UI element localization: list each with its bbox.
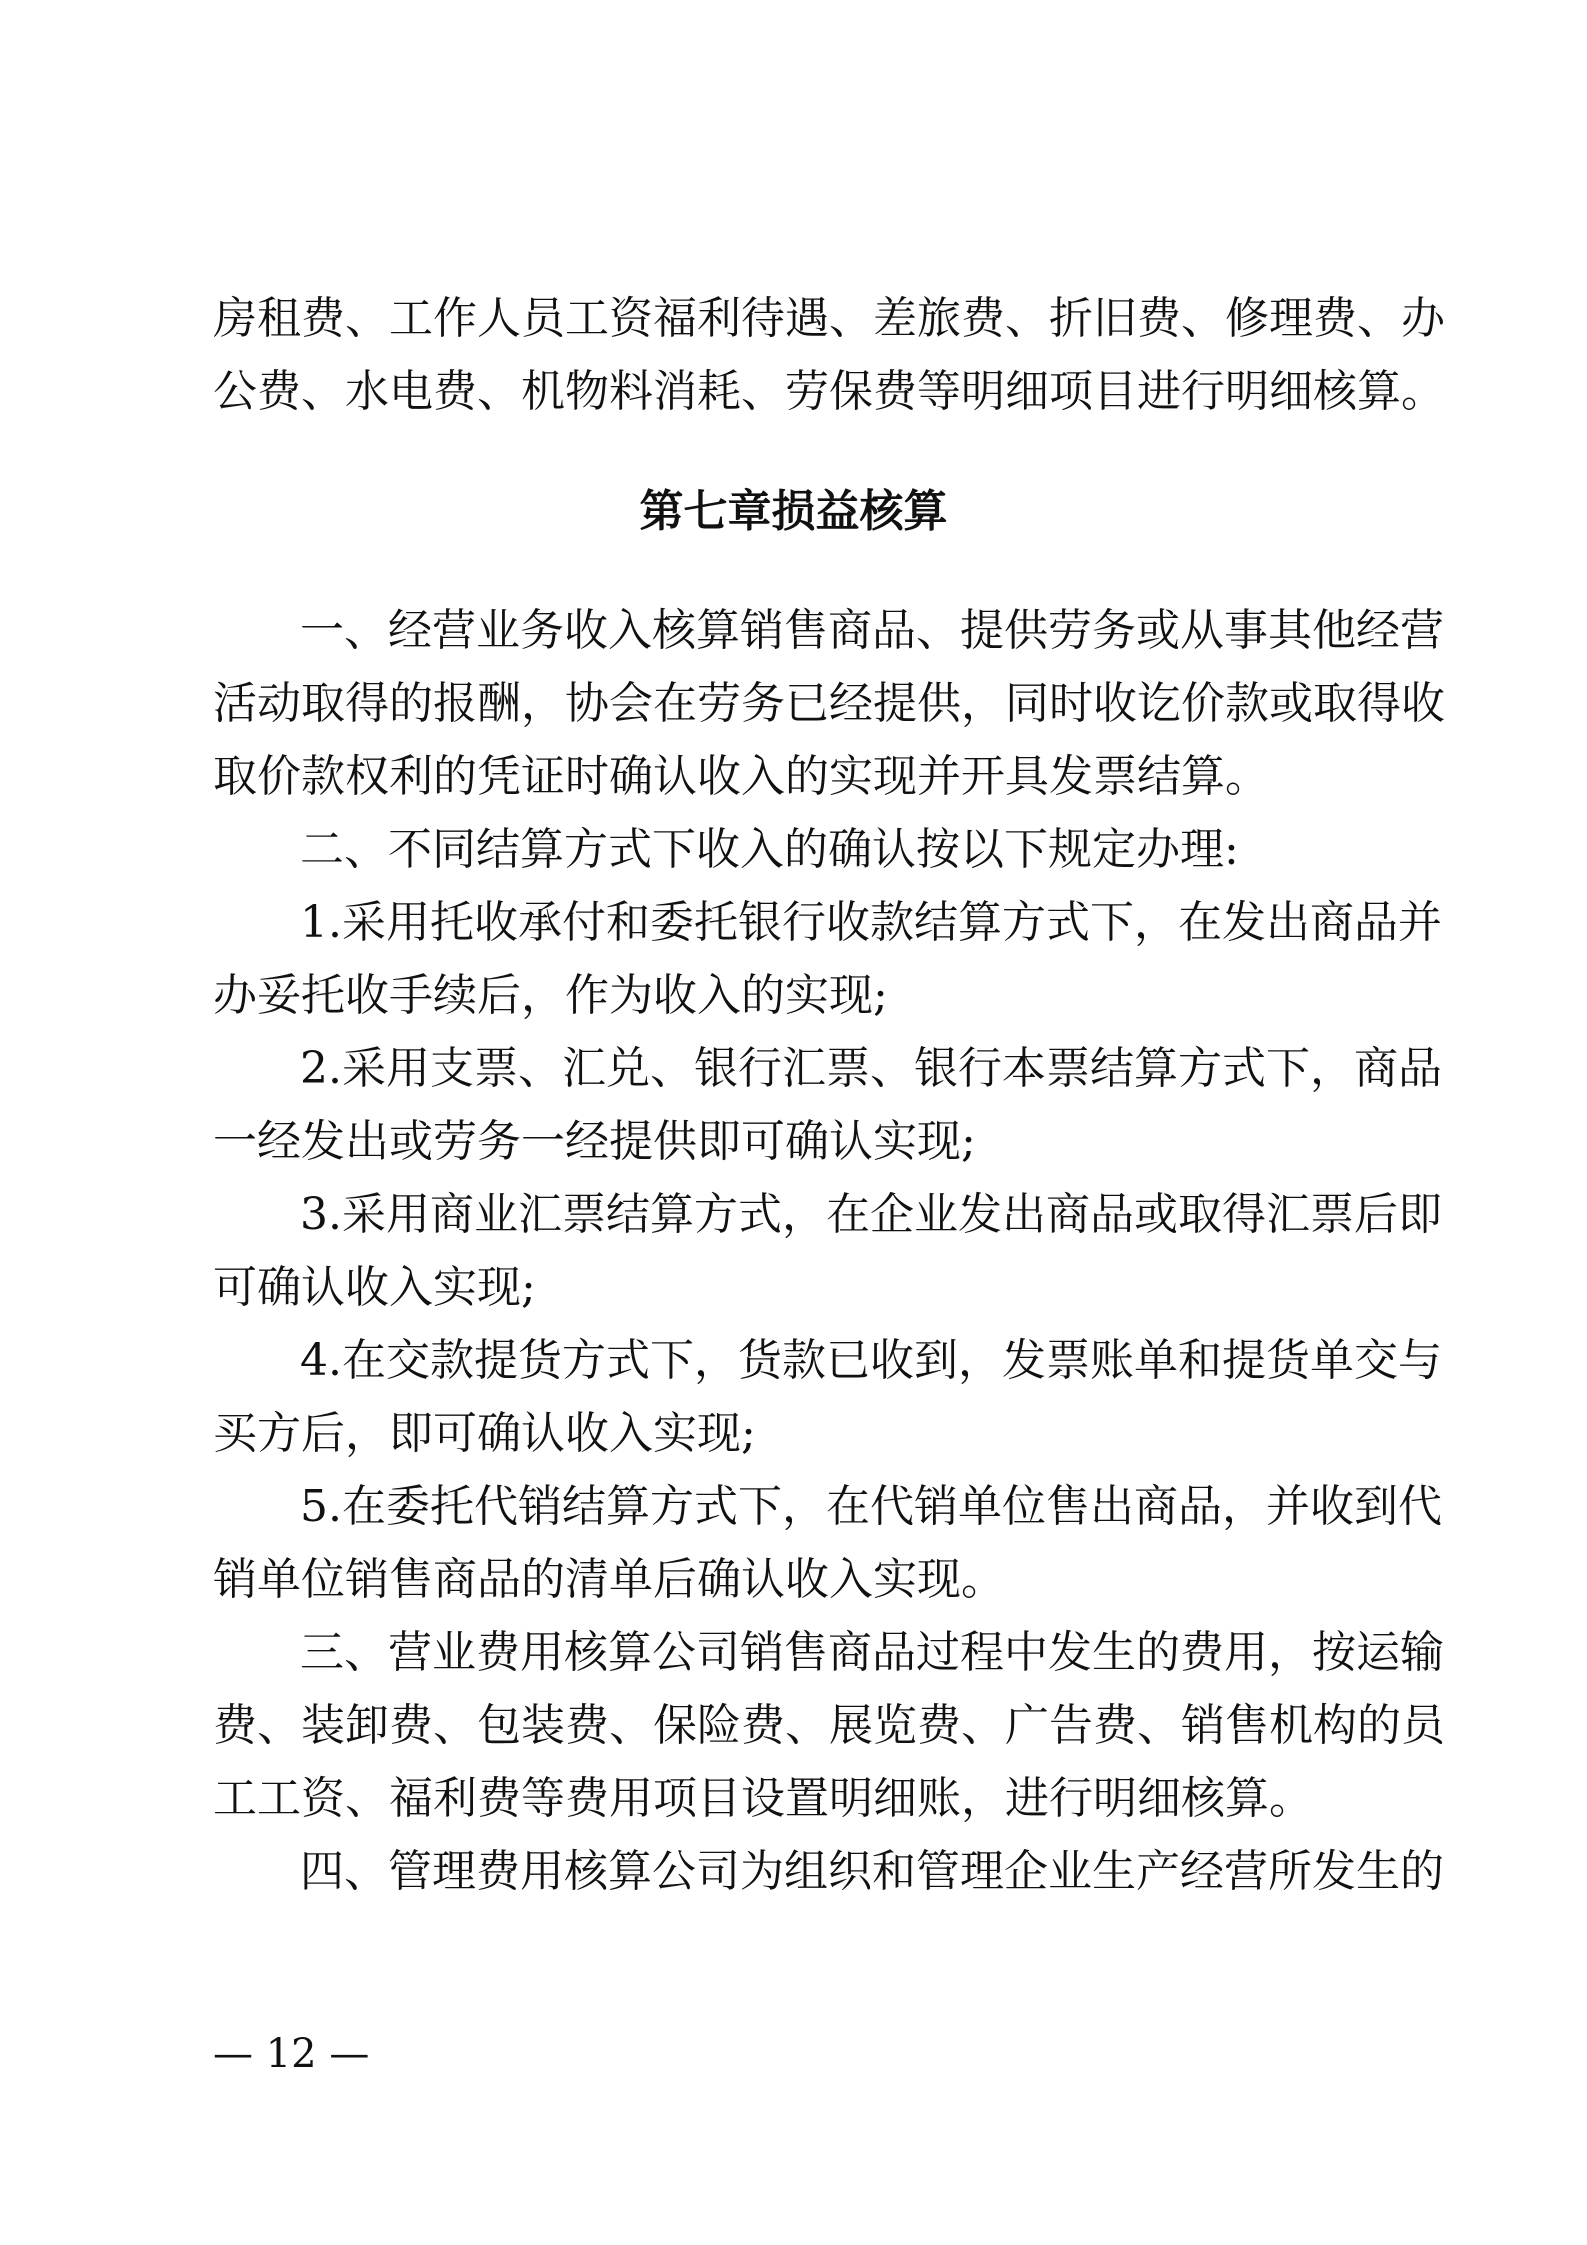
body-line-16: 费、装卸费、包装费、保险费、展览费、广告费、销售机构的员 [213, 1700, 1445, 1751]
intro-line-1: 房租费、工作人员工资福利待遇、差旅费、折旧费、修理费、办 [213, 293, 1445, 344]
body-line-1: 一、经营业务收入核算销售商品、提供劳务或从事其他经营 [300, 605, 1444, 656]
body-line-15: 三、营业费用核算公司销售商品过程中发生的费用，按运输 [300, 1627, 1444, 1678]
body-line-7: 2.采用支票、汇兑、银行汇票、银行本票结算方式下，商品 [300, 1043, 1442, 1094]
body-line-17: 工工资、福利费等费用项目设置明细账，进行明细核算。 [213, 1773, 1313, 1824]
body-line-2: 活动取得的报酬，协会在劳务已经提供，同时收讫价款或取得收 [213, 678, 1445, 729]
body-line-14: 销单位销售商品的清单后确认收入实现。 [213, 1554, 1005, 1605]
body-line-10: 可确认收入实现; [213, 1262, 536, 1313]
body-line-13: 5.在委托代销结算方式下，在代销单位售出商品，并收到代 [300, 1481, 1442, 1532]
body-line-8: 一经发出或劳务一经提供即可确认实现; [213, 1116, 976, 1167]
body-line-12: 买方后，即可确认收入实现; [213, 1408, 756, 1459]
body-line-4: 二、不同结算方式下收入的确认按以下规定办理: [300, 824, 1239, 875]
intro-line-2: 公费、水电费、机物料消耗、劳保费等明细项目进行明细核算。 [213, 366, 1445, 417]
page-number: — 12 — [213, 2031, 370, 2077]
body-line-9: 3.采用商业汇票结算方式，在企业发出商品或取得汇票后即 [300, 1189, 1442, 1240]
body-line-6: 办妥托收手续后，作为收入的实现; [213, 970, 888, 1021]
body-line-18: 四、管理费用核算公司为组织和管理企业生产经营所发生的 [300, 1846, 1444, 1897]
body-line-3: 取价款权利的凭证时确认收入的实现并开具发票结算。 [213, 751, 1269, 802]
body-line-11: 4.在交款提货方式下，货款已收到，发票账单和提货单交与 [300, 1335, 1442, 1386]
chapter-title: 第七章损益核算 [639, 486, 948, 537]
body-line-5: 1.采用托收承付和委托银行收款结算方式下，在发出商品并 [300, 897, 1442, 948]
